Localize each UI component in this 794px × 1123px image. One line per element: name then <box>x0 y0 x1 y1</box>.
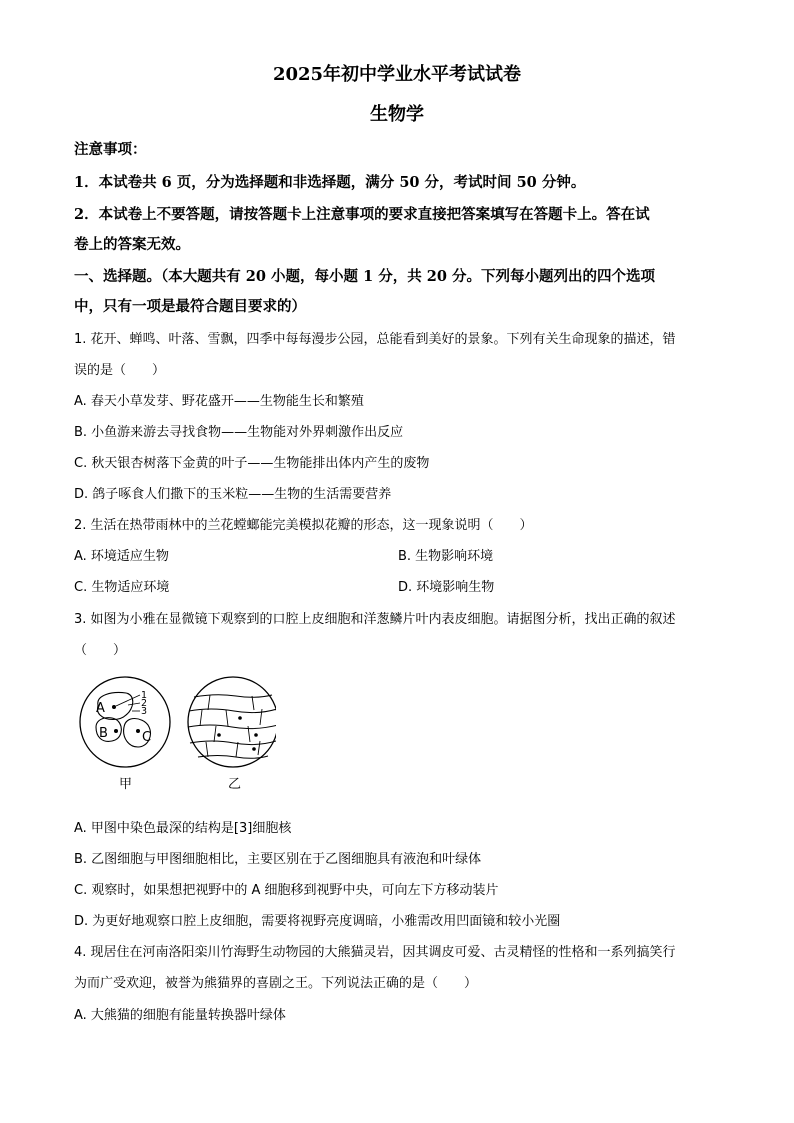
notice-item-2-line-2: 卷上的答案无效。 <box>74 236 190 253</box>
q4-stem-line-1: 4. 现居住在河南洛阳栾川竹海野生动物园的大熊猫灵岩，因其调皮可爱、古灵精怪的性格和一系列搞笑行 <box>74 945 676 960</box>
label-1: 1 <box>141 690 148 701</box>
q1-stem-line-2: 误的是（ ） <box>74 363 166 378</box>
exam-title: 2025年初中学业水平考试试卷 <box>272 64 522 85</box>
q3-option-b: B. 乙图细胞与甲图细胞相比，主要区别在于乙图细胞具有液泡和叶绿体 <box>74 852 482 867</box>
q3-microscope-figure <box>76 675 276 800</box>
figure-jia-cheek-cells <box>80 677 170 792</box>
q3-option-a: A. 甲图中染色最深的结构是[3]细胞核 <box>74 821 292 836</box>
q4-stem-line-2: 为而广受欢迎，被誉为熊猫界的喜剧之王。下列说法正确的是（ ） <box>74 976 478 991</box>
q2-stem: 2. 生活在热带雨林中的兰花螳螂能完美模拟花瓣的形态，这一现象说明（ ） <box>74 518 533 533</box>
q3-option-d: D. 为更好地观察口腔上皮细胞，需要将视野亮度调暗，小雅需改用凹面镜和较小光圈 <box>74 914 561 929</box>
q1-option-c: C. 秋天银杏树落下金黄的叶子——生物能排出体内产生的废物 <box>74 456 430 471</box>
q1-option-b: B. 小鱼游来游去寻找食物——生物能对外界刺激作出反应 <box>74 425 404 440</box>
section-heading-line-2: 中，只有一项是最符合题目要求的） <box>74 298 306 315</box>
label-jia: 甲 <box>119 777 133 792</box>
q1-stem-line-1: 1. 花开、蝉鸣、叶落、雪飘，四季中每每漫步公园，总能看到美好的景象。下列有关生命现象的描述，错 <box>74 332 676 347</box>
q2-option-a: A. 环境适应生物 <box>74 549 169 564</box>
q3-stem-line-2: （ ） <box>74 643 127 658</box>
q3-stem-line-1: 3. 如图为小雅在显微镜下观察到的口腔上皮细胞和洋葱鳞片叶内表皮细胞。请据图分析，找出正确的叙述 <box>74 612 676 627</box>
q3-option-c: C. 观察时，如果想把视野中的 A 细胞移到视野中央，可向左下方移动装片 <box>74 883 499 898</box>
q2-option-c: C. 生物适应环境 <box>74 580 170 595</box>
label-yi: 乙 <box>228 777 242 792</box>
notice-item-1: 1．本试卷共 6 页，分为选择题和非选择题，满分 50 分，考试时间 50 分钟。 <box>74 174 586 191</box>
label-cell-a: A <box>96 701 105 716</box>
q4-option-a: A. 大熊猫的细胞有能量转换器叶绿体 <box>74 1008 286 1023</box>
q2-option-d: D. 环境影响生物 <box>398 580 495 595</box>
label-3: 3 <box>141 706 148 717</box>
notice-item-2-line-1: 2．本试卷上不要答题，请按答题卡上注意事项的要求直接把答案填写在答题卡上。答在试 <box>74 206 650 223</box>
q2-option-b: B. 生物影响环境 <box>398 549 494 564</box>
label-2: 2 <box>141 698 148 709</box>
exam-subject: 生物学 <box>370 104 424 125</box>
notice-heading: 注意事项： <box>74 141 147 158</box>
figure-yi-onion-cells <box>188 677 276 792</box>
q1-option-a: A. 春天小草发芽、野花盛开——生物能生长和繁殖 <box>74 394 364 409</box>
label-cell-b: B <box>99 726 108 741</box>
label-cell-c: C <box>142 730 152 745</box>
q1-option-d: D. 鸽子啄食人们撒下的玉米粒——生物的生活需要营养 <box>74 487 392 502</box>
section-heading-line-1: 一、选择题。（本大题共有 20 小题，每小题 1 分，共 20 分。下列每小题列出的四个选项 <box>74 268 655 285</box>
